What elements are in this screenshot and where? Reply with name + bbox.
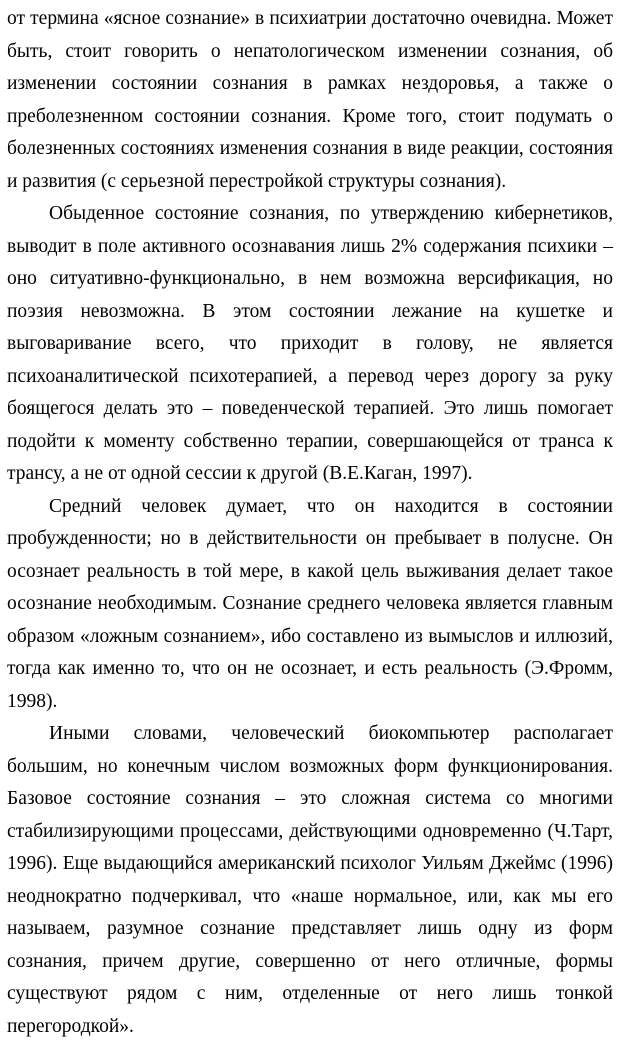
paragraph: Обыденное состояние сознания, по утверждению кибернетиков, выводит в поле активного осознавания лишь 2% содержания психики – оно ситуативно-функционально, в нем возможна версификация, но поэзия невозможна. В этом состоянии лежание на кушетке и выговаривание всего, что приходит в голову, не является психоаналитической психотерапией, а перевод через дорогу за руку боящегося делать это – поведенческой терапией. Это лишь помогает подойти к моменту собственно терапии, совершающейся от транса к трансу, а не от одной сессии к другой (В.Е.Каган, 1997). [7,203,613,484]
paragraph: Иными словами, человеческий биокомпьютер располагает большим, но конечным числом возможных форм функционирования. Базовое состояние сознания – это сложная система со многими стабилизирующими процессами, действующими одновременно (Ч.Тарт, 1996). Еще выдающийся американский психолог Уильям Джеймс (1996) неоднократно подчеркивал, что «наше нормальное, или, как мы его называем, разумное сознание представляет лишь одну из форм сознания, причем другие, совершенно от него отличные, формы существуют рядом с ним, отделенные от него лишь тонкой перегородкой». [7,723,613,1037]
paragraph: от термина «ясное сознание» в психиатрии достаточно очевидна. Может быть, стоит говорить о непатологическом изменении сознания, об изменении состоянии сознания в рамках нездоровья, а также о преболезненном состоянии сознания. Кроме того, стоит подумать о болезненных состояниях изменения сознания в виде реакции, состояния и развития (с серьезной перестройкой структуры сознания). [7,8,613,192]
paragraph: Средний человек думает, что он находится в состоянии пробужденности; но в действительности он пребывает в полусне. Он осознает реальность в той мере, в какой цель выживания делает такое осознание необходимым. Сознание среднего человека является главным образом «ложным сознанием», ибо составлено из вымыслов и иллюзий, тогда как именно то, что он не осознает, и есть реальность (Э.Фромм, 1998). [7,495,613,712]
